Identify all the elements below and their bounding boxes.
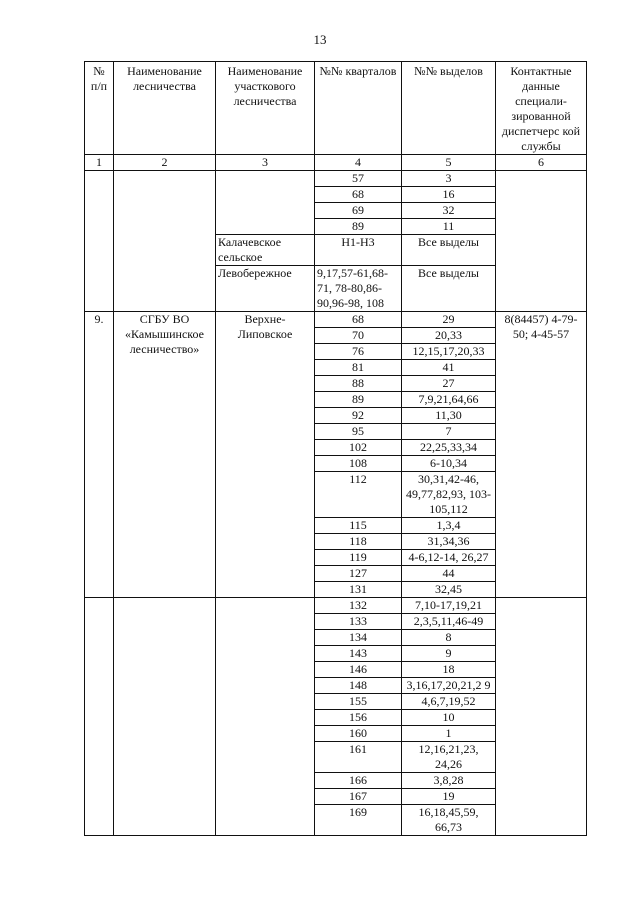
quarter-cell: 68: [315, 187, 402, 203]
allotment-cell: 29: [402, 312, 496, 328]
header-num: № п/п: [85, 62, 114, 155]
quarter-cell: 76: [315, 344, 402, 360]
quarter-cell: 127: [315, 566, 402, 582]
row-number-cell: 9.: [85, 312, 114, 598]
allotment-cell: 30,31,42-46, 49,77,82,93, 103-105,112: [402, 472, 496, 518]
quarter-cell: 148: [315, 678, 402, 694]
allotment-cell: 3,8,28: [402, 773, 496, 789]
quarter-cell: 119: [315, 550, 402, 566]
allotment-cell: 6-10,34: [402, 456, 496, 472]
allotment-cell: 7,9,21,64,66: [402, 392, 496, 408]
allotment-cell: 1: [402, 726, 496, 742]
allotment-cell: 3,16,17,20,21,2 9: [402, 678, 496, 694]
district-name-cell: Верхне-Липовское: [216, 312, 315, 598]
allotment-cell: Все выделы: [402, 266, 496, 312]
allotment-cell: 12,16,21,23, 24,26: [402, 742, 496, 773]
quarter-cell: 115: [315, 518, 402, 534]
quarter-cell: 133: [315, 614, 402, 630]
table-row: [85, 598, 587, 614]
header-row: [85, 62, 587, 155]
allotment-cell: 1,3,4: [402, 518, 496, 534]
quarter-cell: 95: [315, 424, 402, 440]
forestry-table: [84, 61, 587, 836]
contact-cell: 8(84457) 4-79-50; 4-45-57: [496, 312, 587, 598]
quarter-cell: 92: [315, 408, 402, 424]
forestry-name-cell: [114, 171, 216, 312]
allotment-cell: 16,18,45,59, 66,73: [402, 805, 496, 836]
district-name-cell: Левобережное: [216, 266, 315, 312]
quarter-cell: 156: [315, 710, 402, 726]
allotment-cell: 4,6,7,19,52: [402, 694, 496, 710]
allotment-cell: 10: [402, 710, 496, 726]
quarter-cell: 155: [315, 694, 402, 710]
district-name-cell: [216, 598, 315, 836]
forestry-name-cell: [114, 598, 216, 836]
table-row: [85, 312, 587, 328]
header-quarters: №№ кварталов: [315, 62, 402, 155]
allotment-cell: 20,33: [402, 328, 496, 344]
quarter-cell: 167: [315, 789, 402, 805]
quarter-cell: 134: [315, 630, 402, 646]
quarter-cell: 143: [315, 646, 402, 662]
quarter-cell: 102: [315, 440, 402, 456]
column-number: 1: [85, 155, 114, 171]
quarter-cell: 118: [315, 534, 402, 550]
column-number: 2: [114, 155, 216, 171]
allotment-cell: 11: [402, 219, 496, 235]
row-number-cell: [85, 598, 114, 836]
allotment-cell: 44: [402, 566, 496, 582]
forestry-name-cell: СГБУ ВО «Камышинское лесничество»: [114, 312, 216, 598]
allotment-cell: 11,30: [402, 408, 496, 424]
allotment-cell: 2,3,5,11,46-49: [402, 614, 496, 630]
allotment-cell: 12,15,17,20,33: [402, 344, 496, 360]
quarter-cell: 131: [315, 582, 402, 598]
quarter-cell: 169: [315, 805, 402, 836]
allotment-cell: 22,25,33,34: [402, 440, 496, 456]
contact-cell: [496, 171, 587, 312]
quarter-cell: 160: [315, 726, 402, 742]
column-number: 5: [402, 155, 496, 171]
row-number-cell: [85, 171, 114, 312]
allotment-cell: 16: [402, 187, 496, 203]
allotment-cell: 3: [402, 171, 496, 187]
column-number: 6: [496, 155, 587, 171]
quarter-cell: 88: [315, 376, 402, 392]
page-number: 13: [313, 32, 327, 47]
quarter-cell: Н1-Н3: [315, 235, 402, 266]
column-number-row: [85, 155, 587, 171]
header-forestry: Наименование лесничества: [114, 62, 216, 155]
header-allotments: №№ выделов: [402, 62, 496, 155]
quarter-cell: 161: [315, 742, 402, 773]
allotment-cell: 9: [402, 646, 496, 662]
column-number: 4: [315, 155, 402, 171]
allotment-cell: 7,10-17,19,21: [402, 598, 496, 614]
quarter-cell: 69: [315, 203, 402, 219]
contact-cell: [496, 598, 587, 836]
allotment-cell: 7: [402, 424, 496, 440]
allotment-cell: Все выделы: [402, 235, 496, 266]
allotment-cell: 41: [402, 360, 496, 376]
quarter-cell: 9,17,57-61,68-71, 78-80,86-90,96-98, 108: [315, 266, 402, 312]
quarter-cell: 81: [315, 360, 402, 376]
quarter-cell: 146: [315, 662, 402, 678]
allotment-cell: 18: [402, 662, 496, 678]
quarter-cell: 68: [315, 312, 402, 328]
header-contacts: Контактные данные специали-зированной диспетчерс кой службы: [496, 62, 587, 155]
quarter-cell: 132: [315, 598, 402, 614]
quarter-cell: 57: [315, 171, 402, 187]
allotment-cell: 32,45: [402, 582, 496, 598]
allotment-cell: 31,34,36: [402, 534, 496, 550]
quarter-cell: 89: [315, 392, 402, 408]
quarter-cell: 89: [315, 219, 402, 235]
column-number: 3: [216, 155, 315, 171]
allotment-cell: 19: [402, 789, 496, 805]
table-row: [85, 171, 587, 187]
district-name-cell: [216, 171, 315, 235]
quarter-cell: 108: [315, 456, 402, 472]
quarter-cell: 112: [315, 472, 402, 518]
allotment-cell: 8: [402, 630, 496, 646]
header-district: Наименование участкового лесничества: [216, 62, 315, 155]
allotment-cell: 27: [402, 376, 496, 392]
quarter-cell: 166: [315, 773, 402, 789]
quarter-cell: 70: [315, 328, 402, 344]
district-name-cell: Калачевское сельское: [216, 235, 315, 266]
allotment-cell: 32: [402, 203, 496, 219]
allotment-cell: 4-6,12-14, 26,27: [402, 550, 496, 566]
